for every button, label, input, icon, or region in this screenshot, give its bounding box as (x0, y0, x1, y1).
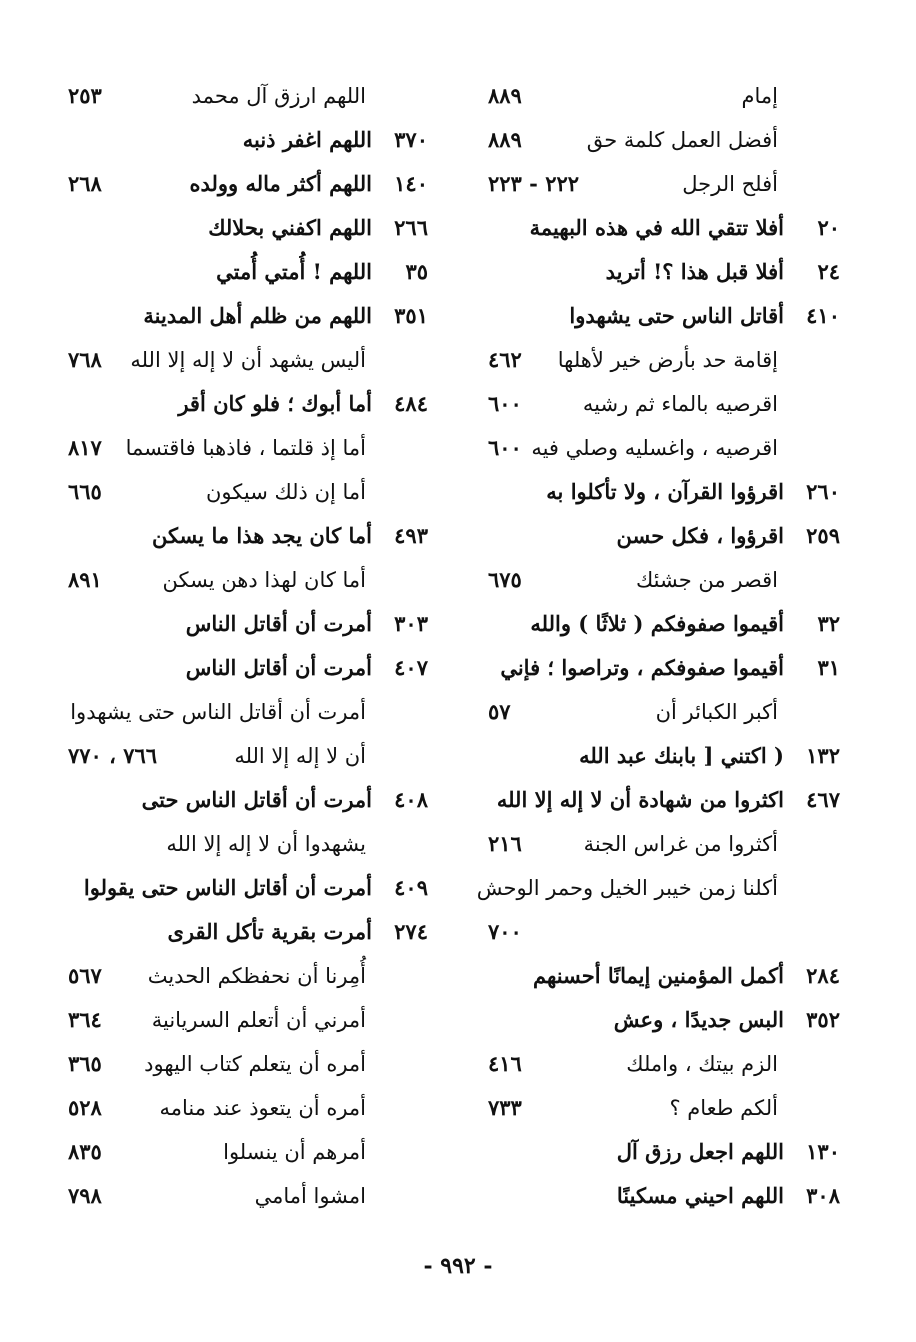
index-entry (468, 250, 840, 294)
index-entry (54, 118, 428, 162)
entry-number: ١٤٠ (394, 171, 428, 196)
page-number: - ٩٩٢ - (423, 1253, 493, 1279)
index-entry (54, 1086, 428, 1130)
entry-text: اقرؤوا القرآن ، ولا تأكلوا به (546, 479, 784, 504)
entry-text: إقامة حد بأرض خير لأهلها (557, 348, 778, 372)
entry-number: ٣٥١ (394, 303, 428, 328)
entry-text: اللهم اكفني بحلالك (208, 215, 372, 240)
index-entry (54, 602, 428, 646)
page-reference: ٨٨٩ (488, 127, 522, 152)
index-entry (54, 1174, 428, 1218)
index-entry (468, 1086, 840, 1130)
entry-text: أما إن ذلك سيكون (205, 480, 366, 504)
index-entry (468, 910, 840, 954)
index-entry (54, 558, 428, 602)
left-index-column (54, 74, 428, 1218)
index-entry (468, 294, 840, 338)
index-entry (54, 470, 428, 514)
page-reference: ٨٣٥ (68, 1139, 102, 1164)
entry-text: أمره أن يتعلم كتاب اليهود (144, 1052, 366, 1076)
entry-number: ٢٦٦ (394, 215, 428, 240)
index-entry (468, 690, 840, 734)
index-entry (54, 778, 428, 822)
entry-text: أمرهم أن ينسلوا (223, 1140, 366, 1164)
entry-text: أفلا قبل هذا ؟! أتريد (605, 259, 784, 284)
page-reference: ٢٦٨ (68, 171, 102, 196)
page-reference: ٢٢٢ - ٢٢٣ (488, 171, 580, 196)
index-entry (468, 514, 840, 558)
index-entry (468, 602, 840, 646)
entry-text: ألكم طعام ؟ (669, 1096, 778, 1120)
entry-number: ٤١٠ (806, 303, 840, 328)
entry-number: ٤٩٣ (394, 523, 428, 548)
page-reference: ٧٩٨ (68, 1183, 102, 1208)
entry-number: ٤٦٧ (806, 787, 840, 812)
entry-text: اقرصيه بالماء ثم رشيه (582, 392, 778, 416)
entry-text: أفضل العمل كلمة حق (586, 128, 778, 152)
index-entry (54, 74, 428, 118)
index-entry (468, 734, 840, 778)
entry-text: البس جديدًا ، وعش (613, 1007, 784, 1032)
index-entry (54, 162, 428, 206)
entry-text: أمرت أن أقاتل الناس (185, 655, 372, 680)
entry-number: ٤٨٤ (394, 391, 428, 416)
entry-text: اللهم اغفر ذنبه (242, 127, 372, 152)
page-reference: ٨٩١ (68, 567, 102, 592)
index-entry (468, 822, 840, 866)
index-entry (54, 954, 428, 998)
index-entry (54, 646, 428, 690)
entry-text: إمام (741, 84, 778, 108)
index-entry (54, 822, 428, 866)
entry-number: ٣٠٣ (394, 611, 428, 636)
entry-number: ٤٠٧ (394, 655, 428, 680)
index-entry (468, 206, 840, 250)
page-reference: ٤٦٢ (488, 347, 522, 372)
entry-number: ٢٠ (817, 215, 840, 240)
entry-number: ٣١ (817, 655, 840, 680)
index-entry (54, 514, 428, 558)
entry-text: اكثروا من شهادة أن لا إله إلا الله (496, 787, 784, 812)
page-reference: ٣٦٥ (68, 1051, 102, 1076)
page-reference: ٧٣٣ (488, 1095, 522, 1120)
index-entry (468, 954, 840, 998)
index-entry (54, 338, 428, 382)
entry-text: ( اكتني [ بابنك عبد الله (579, 743, 784, 768)
entry-text: امشوا أمامي (254, 1184, 366, 1208)
entry-text: أقيموا صفوفكم ، وتراصوا ؛ فإني (500, 655, 784, 680)
entry-text: اللهم احيني مسكينًا (616, 1183, 784, 1208)
entry-number: ٣٢ (817, 611, 840, 636)
entry-text: أما إذ قلتما ، فاذهبا فاقتسما (125, 436, 366, 460)
index-entry (54, 910, 428, 954)
entry-number: ٢٧٤ (394, 919, 428, 944)
entry-text: أما أبوك ؛ فلو كان أقر (178, 391, 372, 416)
entry-text: أمرني أن أتعلم السريانية (151, 1008, 366, 1032)
entry-text: أليس يشهد أن لا إله إلا الله (130, 348, 366, 372)
page-reference: ٤١٦ (488, 1051, 522, 1076)
index-entry (54, 206, 428, 250)
right-index-column (468, 74, 840, 1218)
index-entry (468, 646, 840, 690)
entry-text: أمرت أن أقاتل الناس حتى يشهدوا (70, 700, 366, 724)
index-entry (54, 690, 428, 734)
page-reference: ٧٦٨ (68, 347, 102, 372)
page-reference: ٢٥٣ (68, 83, 102, 108)
entry-number: ٣٥٢ (806, 1007, 840, 1032)
entry-number: ٣٥ (405, 259, 428, 284)
page-reference: ٢١٦ (488, 831, 522, 856)
page-reference: ٨١٧ (68, 435, 102, 460)
entry-number: ٢٦٠ (806, 479, 840, 504)
index-entry (54, 998, 428, 1042)
index-entry (54, 382, 428, 426)
page-reference: ٦٦٥ (68, 479, 102, 504)
entry-text: اللهم ! أُمتي أُمتي (216, 259, 372, 284)
entry-text: أكثروا من غراس الجنة (583, 832, 778, 856)
entry-number: ١٣٠ (806, 1139, 840, 1164)
entry-text: اللهم أكثر ماله وولده (189, 171, 372, 196)
index-entry (468, 1042, 840, 1086)
index-entry (468, 74, 840, 118)
index-entry (54, 1042, 428, 1086)
index-entry (468, 338, 840, 382)
index-entry (468, 118, 840, 162)
entry-text: أما كان لهذا دهن يسكن (162, 568, 366, 592)
entry-text: اللهم من ظلم أهل المدينة (143, 303, 372, 328)
index-entry (54, 1130, 428, 1174)
page-reference: ٨٨٩ (488, 83, 522, 108)
index-entry (468, 382, 840, 426)
index-entry (54, 734, 428, 778)
index-entry (54, 250, 428, 294)
page-reference: ٦٧٥ (488, 567, 522, 592)
entry-number: ٣٠٨ (806, 1183, 840, 1208)
index-entry (468, 778, 840, 822)
page-reference: ٥٧ (488, 699, 511, 724)
entry-text: اقرصيه ، واغسليه وصلي فيه (531, 436, 778, 460)
entry-text: اقصر من جشئك (635, 568, 778, 592)
index-entry (468, 998, 840, 1042)
entry-text: أمرت أن أقاتل الناس (185, 611, 372, 636)
index-entry (54, 866, 428, 910)
entry-text: أُمِرنا أن نحفظكم الحديث (147, 964, 366, 988)
page-reference: ٦٠٠ (488, 391, 522, 416)
index-entry (468, 426, 840, 470)
entry-number: ٤٠٩ (394, 875, 428, 900)
entry-text: أقاتل الناس حتى يشهدوا (569, 303, 784, 328)
page-reference: ٥٢٨ (68, 1095, 102, 1120)
index-entry (468, 470, 840, 514)
entry-text: أمرت أن أقاتل الناس حتى (141, 787, 372, 812)
entry-number: ٢٤ (817, 259, 840, 284)
entry-text: أكبر الكبائر أن (655, 700, 778, 724)
entry-text: أن لا إله إلا الله (234, 744, 366, 768)
entry-text: الزم بيتك ، واملك (626, 1052, 778, 1076)
entry-number: ٤٠٨ (394, 787, 428, 812)
entry-number: ١٣٢ (806, 743, 840, 768)
entry-text: أمرت بقرية تأكل القرى (167, 919, 372, 944)
entry-text: أقيموا صفوفكم ( ثلاثًا ) والله (530, 611, 784, 636)
page-reference: ٥٦٧ (68, 963, 102, 988)
entry-text: اللهم ارزق آل محمد (191, 84, 366, 108)
entry-text: أكمل المؤمنين إيمانًا أحسنهم (533, 963, 784, 988)
entry-text: أمره أن يتعوذ عند منامه (159, 1096, 366, 1120)
page-reference: ٦٠٠ (488, 435, 522, 460)
index-entry (54, 426, 428, 470)
entry-text: أما كان يجد هذا ما يسكن (151, 523, 372, 548)
index-entry (468, 866, 840, 910)
entry-text: أكلنا زمن خيبر الخيل وحمر الوحش (476, 876, 778, 900)
page-reference: ٧٦٦ ، ٧٧٠ (68, 743, 158, 768)
index-entry (468, 162, 840, 206)
entry-number: ٣٧٠ (394, 127, 428, 152)
page-reference: ٣٦٤ (68, 1007, 102, 1032)
entry-text: يشهدوا أن لا إله إلا الله (166, 832, 366, 856)
entry-number: ٢٨٤ (806, 963, 840, 988)
entry-text: أفلا تتقي الله في هذه البهيمة (529, 215, 784, 240)
index-entry (468, 558, 840, 602)
index-entry (468, 1174, 840, 1218)
index-entry (468, 1130, 840, 1174)
entry-text: أمرت أن أقاتل الناس حتى يقولوا (83, 875, 372, 900)
index-entry (54, 294, 428, 338)
entry-text: اقرؤوا ، فكل حسن (616, 523, 784, 548)
entry-number: ٢٥٩ (806, 523, 840, 548)
page-reference: ٧٠٠ (488, 919, 522, 944)
entry-text: أفلح الرجل (682, 172, 778, 196)
entry-text: اللهم اجعل رزق آل (616, 1139, 784, 1164)
